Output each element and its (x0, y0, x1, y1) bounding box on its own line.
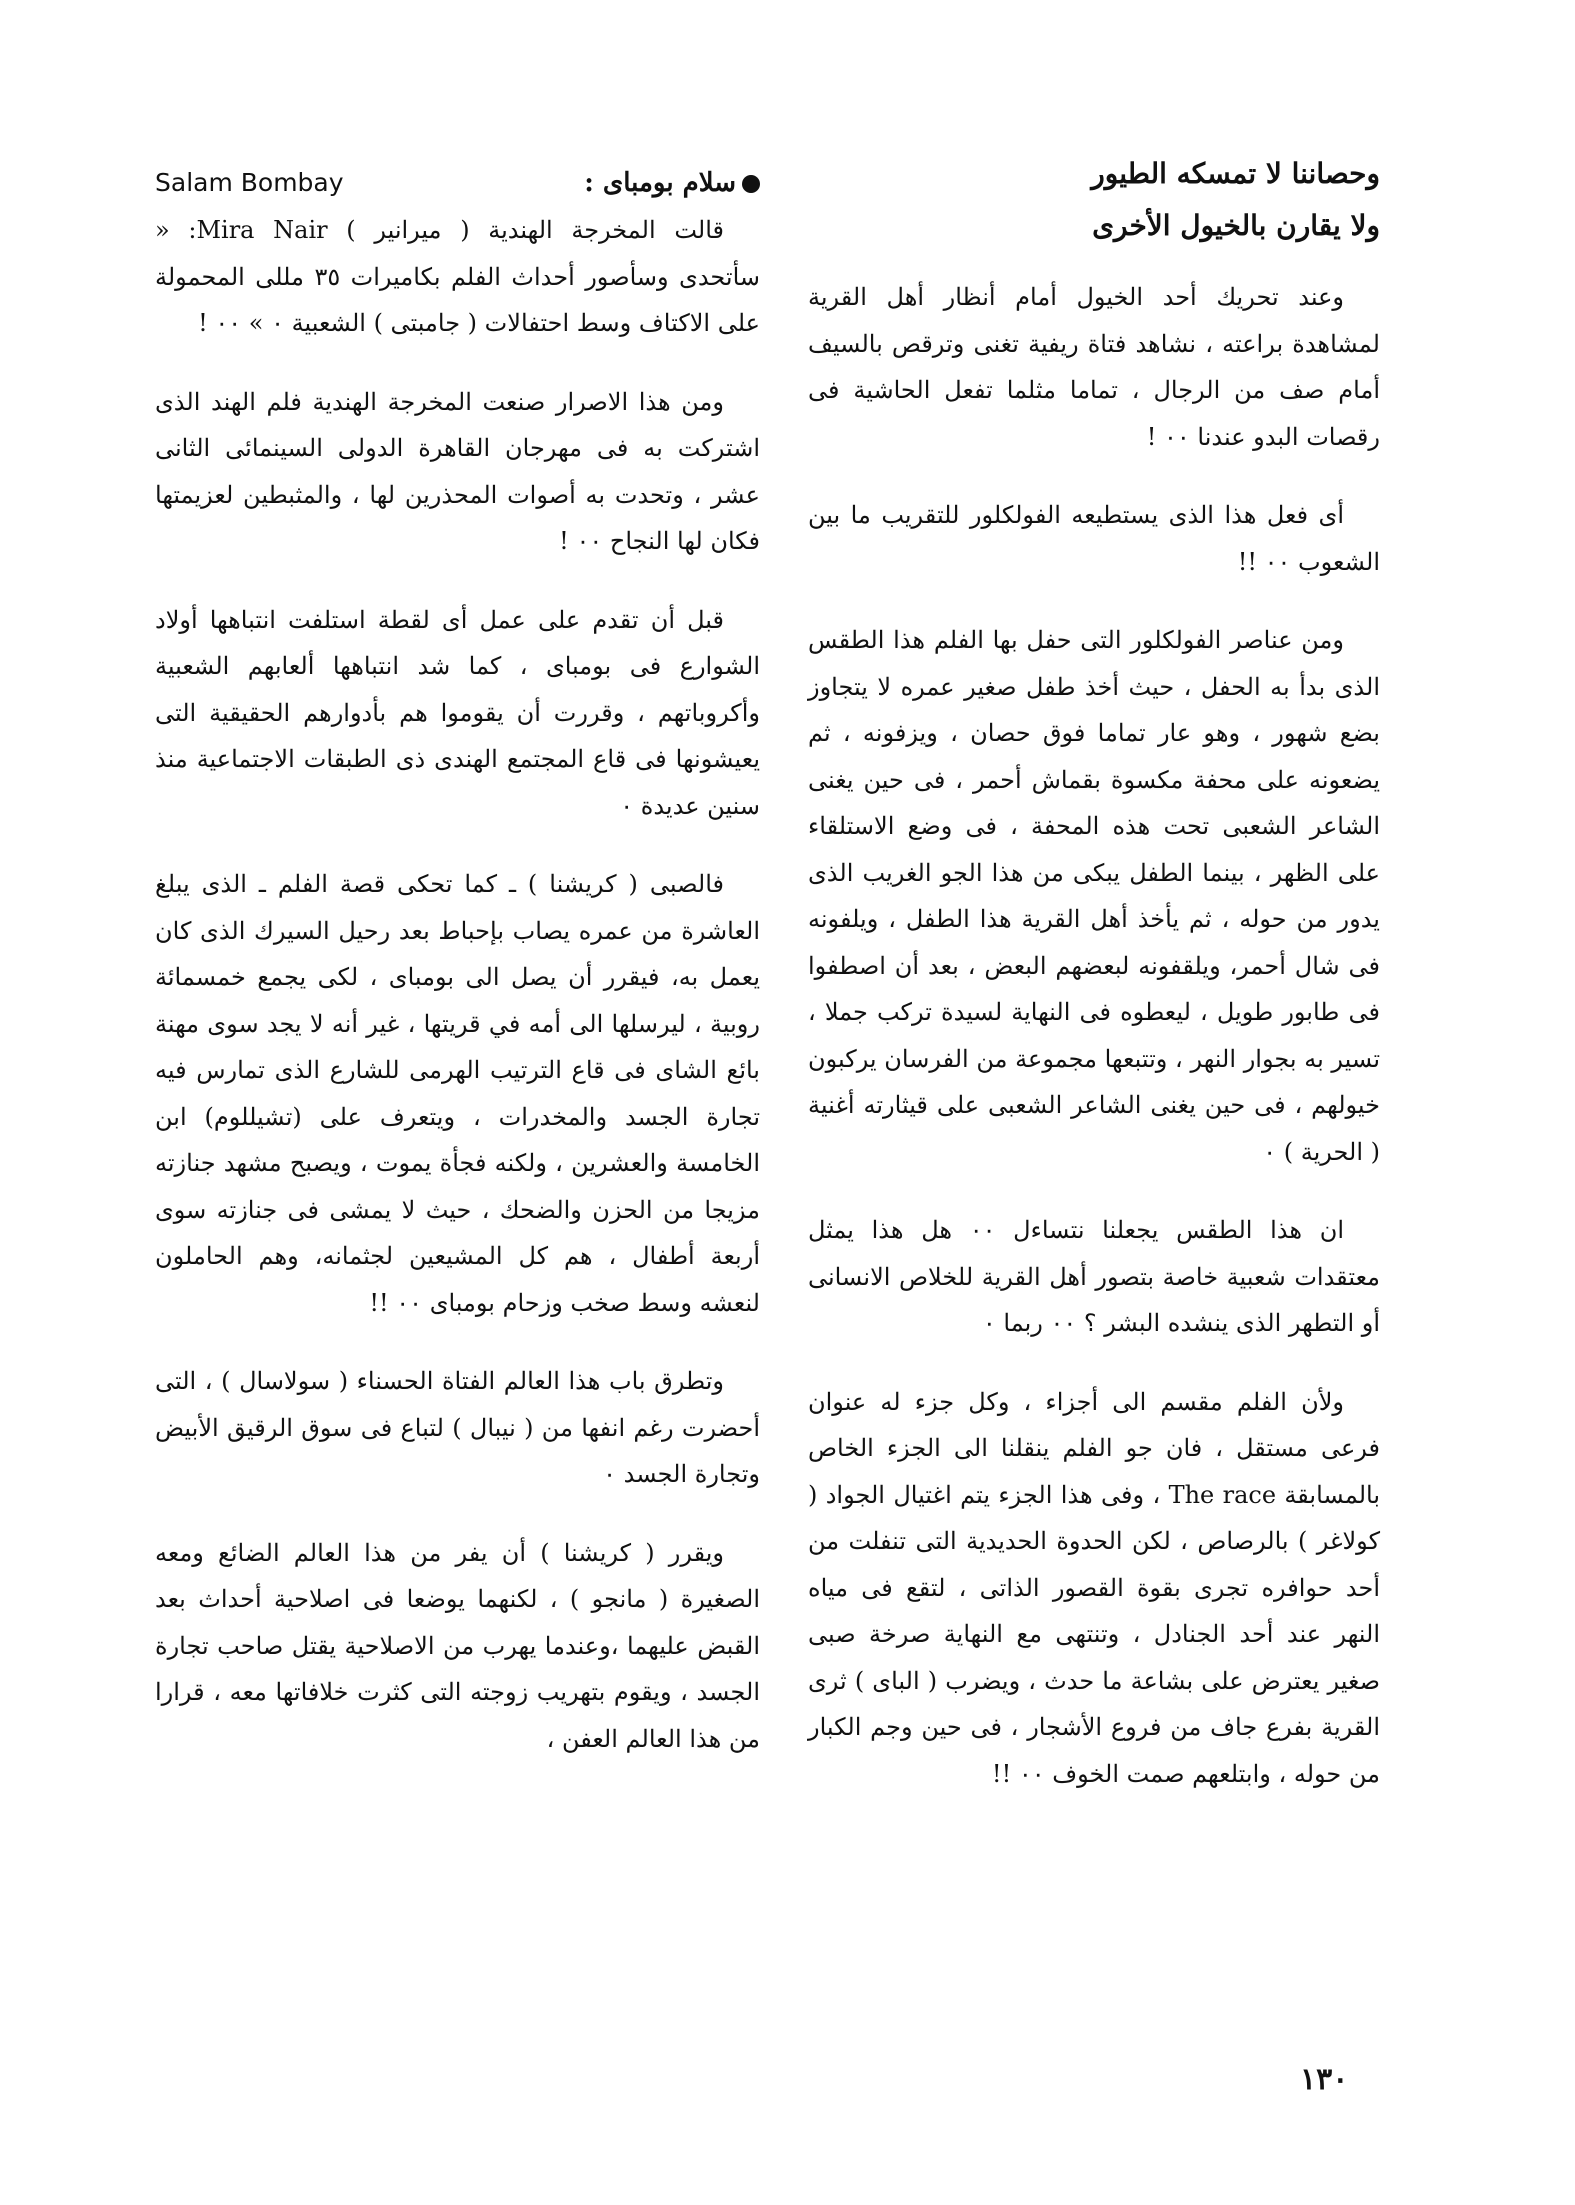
left-paragraph-2: ومن هذا الاصرار صنعت المخرجة الهندية فلم الهند الذى اشتركت به فى مهرجان القاهرة الدولى السينمائى الثانى عشر ، وتحدت به أصوات المحذرين لها ، والمثبطين لعزيمتها فكان لها النجاح ٠٠ ! (155, 387, 760, 555)
left-paragraph-6: ويقرر ( كريشنا ) أن يفر من هذا العالم الضائع ومعه الصغيرة ( مانجو ) ، لكنهما يوضعا فى اصلاحية أحداث بعد القبض عليهما ،وعندما يهرب من الاصلاحية يقتل صاحب تجارة الجسد ، ويقوم بتهريب زوجته التى كثرت خلافاتها معه ، قرارا من هذا العالم العفن ، (155, 1538, 760, 1753)
article-heading-line2: ولا يقارن بالخيول الأخرى (1092, 209, 1380, 242)
left-paragraph-3: قبل أن تقدم على عمل أى لقطة استلفت انتباهها أولاد الشوارع فى بومباى ، كما شد انتباهها ألعابهم الشعبية وأكروباتهم ، وقررت أن يقوموا هم بأدوارهم الحقيقية التى يعيشونها فى قاع المجتمع الهندى ذى الطبقات الاجتماعية منذ سنين عديدة ٠ (155, 605, 760, 820)
page-number: ١٣٠ (1300, 2062, 1349, 2097)
right-paragraph-4: ان هذا الطقس يجعلنا نتساءل ٠٠ هل هذا يمثل معتقدات شعبية خاصة بتصور أهل القرية للخلاص الانسانى أو التطهر الذى ينشده البشر ؟ ٠٠ ربما ٠ (808, 1216, 1380, 1337)
section-title-ar-wrap (584, 165, 760, 201)
left-paragraph-1: قالت المخرجة الهندية ( ميرانير ) Mira Nair: « سأتحدى وسأصور أحداث الفلم بكاميرات ٣٥ مللى المحمولة على الاكتاف وسط احتفالات ( جامبتى ) الشعبية ٠ » ٠٠ ! (155, 216, 761, 337)
left-paragraph-5: وتطرق باب هذا العالم الفتاة الحسناء ( سولاسال ) ، التى أحضرت رغم انفها من ( نيبال ) لتباع فى سوق الرقيق الأبيض وتجارة الجسد ٠ (155, 1367, 760, 1488)
right-paragraph-5: ولأن الفلم مقسم الى أجزاء ، وكل جزء له عنوان فرعى مستقل ، فان جو الفلم ينقلنا الى الجزء الخاص بالمسابقة The race ، وفى هذا الجزء يتم اغتيال الجواد ( كولاغر ) بالرصاص ، لكن الحدوة الحديدية التى تنفلت من أحد حوافره تجرى بقوة القصور الذاتى ، لتقع فى مياه النهر عند أحد الجنادل ، وتنتهى مع النهاية صرخة صبى صغير يعترض على بشاعة ما حدث ، ويضرب ( الباى ) ثرى القرية بفرع جاف من فروع الأشجار ، فى حين وجم الكبار من حوله ، وابتلعهم صمت الخوف ٠٠ !! (808, 1387, 1381, 1788)
left-paragraph-4: فالصبى ( كريشنا ) ـ كما تحكى قصة الفلم ـ الذى يبلغ العاشرة من عمره يصاب بإحباط بعد رحيل السيرك الذى كان يعمل به، فيقرر أن يصل الى بومباى ، لكى يجمع خمسمائة روبية ، ليرسلها الى أمه في قريتها ، غير أنه لا يجد سوى مهنة بائع الشاى فى قاع الترتيب الهرمى للشارع الذى تمارس فيه تجارة الجسد والمخدرات ، ويتعرف على (تشيللوم) ابن الخامسة والعشرين ، ولكنه فجأة يموت ، ويصبح مشهد جنازته مزيجا من الحزن والضحك ، حيث لا يمشى فى جنازته سوى أربعة أطفال ، هم كل المشيعين لجثمانه، وهم الحاملون لنعشه وسط صخب وزحام بومباى ٠٠ !! (155, 870, 760, 1317)
section-header (155, 165, 760, 201)
bullet-icon (742, 175, 760, 193)
article-heading-line1: وحصاننا لا تمسكه الطيور (1091, 157, 1380, 190)
section-title-en: Salam Bombay (155, 168, 344, 197)
right-paragraph-2: أى فعل هذا الذى يستطيعه الفولكلور للتقريب ما بين الشعوب ٠٠ !! (808, 501, 1380, 576)
right-paragraph-3: ومن عناصر الفولكلور التى حفل بها الفلم هذا الطقس الذى بدأ به الحفل ، حيث أخذ طفل صغير عمره لا يتجاوز بضع شهور ، وهو عار تماما فوق حصان ، ويزفونه ، ثم يضعونه على محفة مكسوة بقماش أحمر ، فى حين يغنى الشاعر الشعبى تحت هذه المحفة ، فى وضع الاستلقاء على الظهر ، بينما الطفل يبكى من هذا الجو الغريب الذى يدور من حوله ، ثم يأخذ أهل القرية هذا الطفل ، ويلفونه فى شال أحمر، ويلقفونه لبعضهم البعض ، بعد أن اصطفوا فى طابور طويل ، ليعطوه فى النهاية لسيدة تركب جملا ، تسير به بجوار النهر ، وتتبعها مجموعة من الفرسان يركبون خيولهم ، فى حين يغنى الشاعر الشعبى على قيثارته أغنية ( الحرية ) ٠ (808, 626, 1381, 1166)
right-column (808, 148, 1380, 1829)
left-column (155, 165, 760, 1794)
right-paragraph-1: وعند تحريك أحد الخيول أمام أنظار أهل القرية لمشاهدة براعته ، نشاهد فتاة ريفية تغنى وترقص بالسيف أمام صف من الرجال ، تماما مثلما تفعل الحاشية فى رقصات البدو عندنا ٠٠ ! (808, 283, 1381, 451)
section-title-ar: سلام بومباى : (584, 168, 736, 198)
